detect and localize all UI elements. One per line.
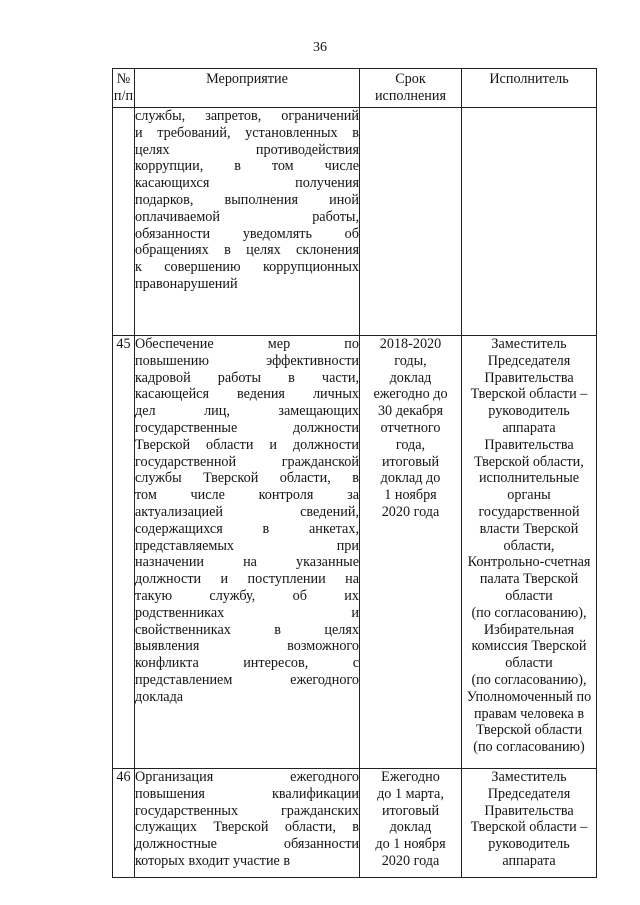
term-cell-line: года,: [395, 436, 426, 453]
executor-cell-line: Тверской области –: [470, 819, 588, 836]
term-cell-line: доклад: [389, 819, 432, 836]
executor-cell-line: Правительства: [484, 802, 574, 819]
measure-cell-line: повышения квалификации: [135, 785, 359, 802]
measure-cell-line: целях противодействия: [135, 141, 359, 158]
executor-cell: [462, 769, 597, 878]
header-executor: Исполнитель: [462, 69, 597, 108]
measure-cell-line: правонарушений: [135, 275, 238, 292]
header-num: № п/п: [113, 69, 135, 108]
executor-cell-line: Заместитель: [491, 336, 567, 352]
executor-cell-line: Председателя: [487, 352, 571, 369]
measure-cell-line: которых входит участие в: [135, 852, 291, 869]
page-number: 36: [313, 40, 327, 55]
measure-cell-line: том числе контроля за: [135, 487, 359, 504]
measure-cell-line: доклада: [135, 688, 184, 705]
measure-cell-line: подарков, выполнения иной: [135, 191, 359, 208]
measure-cell-line: касающейся ведения личных: [135, 386, 359, 403]
term-cell-line: годы,: [394, 352, 427, 369]
measure-cell-line: государственные должности: [135, 419, 359, 436]
term-cell-line: доклад до: [380, 470, 441, 487]
executor-cell-line: Тверской области –: [470, 386, 588, 403]
measure-cell-line: такую службу, об их: [135, 587, 359, 604]
measure-cell-line: выявления возможного: [135, 638, 359, 655]
executor-cell-line: области,: [503, 537, 555, 554]
executor-cell-line: Уполномоченный по: [466, 688, 592, 705]
executor-cell-line: органы: [507, 487, 551, 504]
measure-cell-line: коррупции, в том числе: [135, 158, 359, 175]
term-cell-line: 1 ноября: [384, 487, 437, 504]
executor-cell-line: Председателя: [487, 785, 571, 802]
measure-cell-line: должностные обязанности: [135, 836, 359, 853]
executor-cell-line: (по согласованию): [473, 739, 585, 756]
executor-cell-line: Тверской области: [475, 722, 583, 739]
header-measure: Мероприятие: [135, 69, 360, 108]
measure-cell-line: государственной гражданской: [135, 453, 359, 470]
executor-cell-line: (по согласованию),: [471, 604, 587, 621]
term-cell-line: до 1 ноября: [375, 836, 446, 853]
measure-cell-line: служащих Тверской области, в: [135, 819, 359, 836]
measure-cell-line: родственниках и: [135, 604, 359, 621]
measure-cell-line: представлением ежегодного: [135, 671, 359, 688]
measure-cell-line: назначении на указанные: [135, 554, 359, 571]
measure-cell: [135, 769, 360, 878]
measure-cell-line: службы, запретов, ограничений: [135, 108, 359, 124]
executor-cell-line: руководитель: [488, 836, 570, 853]
measure-cell-line: к совершению коррупционных: [135, 259, 359, 276]
executor-cell-line: Контрольно-счетная: [467, 554, 591, 571]
measure-cell-line: свойственниках в целях: [135, 621, 359, 638]
measure-cell-line: содержащихся в анкетах,: [135, 520, 359, 537]
measure-cell-line: обращениях в целях склонения: [135, 242, 359, 259]
term-cell-line: Ежегодно: [381, 769, 440, 785]
executor-cell-line: области: [505, 587, 553, 604]
measure-cell-line: обязанности уведомлять об: [135, 225, 359, 242]
term-cell-line: 2018-2020: [379, 336, 442, 352]
executor-cell-line: Избирательная: [483, 621, 575, 638]
executor-cell-line: (по согласованию),: [471, 671, 587, 688]
table-row: [113, 108, 597, 336]
measure-cell-line: Организация ежегодного: [135, 769, 359, 785]
measure-cell-line: государственных гражданских: [135, 802, 359, 819]
executor-cell-line: Заместитель: [491, 769, 567, 785]
measure-cell-line: дел лиц, замещающих: [135, 403, 359, 420]
term-cell-line: ежегодно до: [373, 386, 448, 403]
measures-table: [112, 68, 597, 878]
executor-cell-line: исполнительные: [478, 470, 580, 487]
term-cell-line: 30 декабря: [377, 403, 444, 420]
measure-cell-line: повышению эффективности: [135, 352, 359, 369]
executor-cell-line: государственной: [478, 503, 580, 520]
term-cell-line: итоговый: [381, 802, 440, 819]
executor-cell-line: аппарата: [502, 852, 556, 869]
table-header-row: [113, 69, 597, 108]
term-cell-line: 2020 года: [381, 503, 440, 520]
measure-cell-line: касающихся получения: [135, 175, 359, 192]
executor-cell-line: Правительства: [484, 369, 574, 386]
row-number: 45: [113, 336, 135, 769]
term-cell-line: отчетного: [380, 419, 441, 436]
table-row: [113, 336, 597, 769]
term-cell-line: доклад: [389, 369, 432, 386]
measure-cell-line: Обеспечение мер по: [135, 336, 359, 352]
executor-cell-line: Тверской области,: [474, 453, 584, 470]
measure-cell-line: и требований, установленных в: [135, 124, 359, 141]
term-cell-line: итоговый: [381, 453, 440, 470]
measure-cell-line: конфликта интересов, с: [135, 655, 359, 672]
executor-cell: [462, 336, 597, 769]
executor-cell-line: власти Тверской: [479, 520, 579, 537]
executor-cell-line: области: [505, 655, 553, 672]
executor-cell-line: аппарата: [502, 419, 556, 436]
term-cell-line: 2020 года: [381, 852, 440, 869]
table-row: [113, 769, 597, 878]
executor-cell-line: Правительства: [484, 436, 574, 453]
term-cell: [360, 108, 462, 336]
executor-cell-line: правам человека в: [473, 705, 585, 722]
measure-cell-line: Тверской области и должности: [135, 436, 359, 453]
measure-cell: [135, 108, 360, 336]
executor-cell-line: палата Тверской: [479, 571, 579, 588]
header-term: Срок исполнения: [360, 69, 462, 108]
measure-cell-line: службы Тверской области, в: [135, 470, 359, 487]
term-cell: [360, 769, 462, 878]
measure-cell-line: должности и поступлении на: [135, 571, 359, 588]
executor-cell-line: руководитель: [488, 403, 570, 420]
row-number: 46: [113, 769, 135, 878]
term-cell-line: до 1 марта,: [377, 785, 444, 802]
executor-cell: [462, 108, 597, 336]
row-number: [113, 108, 135, 336]
term-cell: [360, 336, 462, 769]
measure-cell-line: актуализацией сведений,: [135, 503, 359, 520]
measure-cell: [135, 336, 360, 769]
measure-cell-line: представляемых при: [135, 537, 359, 554]
executor-cell-line: комиссия Тверской: [471, 638, 587, 655]
measure-cell-line: кадровой работы в части,: [135, 369, 359, 386]
measure-cell-line: оплачиваемой работы,: [135, 208, 359, 225]
